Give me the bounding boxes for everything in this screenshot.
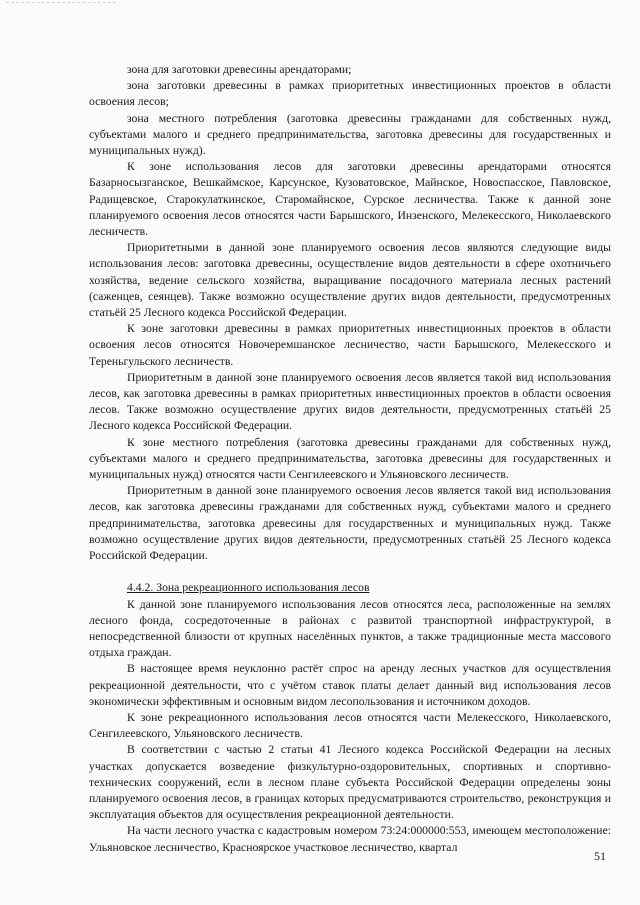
body-paragraph: Приоритетным в данной зоне планируемого освоения лесов является такой вид использования лесов, как заготовка древесины гражданами для собственных нужд, субъектами малого и среднего предпринимательства, заготовка древесины для государственных и муниципальных нужд. Также возможно осуществление других видов деятельности, предусмотренных статьёй 25 Лесного кодекса Российской Федерации.: [89, 484, 611, 563]
body-paragraph: На части лесного участка с кадастровым номером 73:24:000000:553, имеющем местоположение: Ульяновское лесничество, Красноярское участковое лесничество, квартал: [89, 824, 611, 854]
body-paragraph: К зоне заготовки древесины в рамках приоритетных инвестиционных проектов в области освоения лесов относятся Новочеремшанское лесничество, части Барышского, Мелекесского и Тереньгульского лесничеств.: [89, 322, 611, 368]
body-paragraph: Приоритетным в данной зоне планируемого освоения лесов является такой вид использования лесов, как заготовка древесины в рамках приоритетных инвестиционных проектов в области освоения лесов. Также возможно осуществление других видов деятельности, предусмотренных статьёй 25 Лесного кодекса Российской Федерации.: [89, 370, 611, 433]
body-paragraph: К зоне использования лесов для заготовки древесины арендаторами относятся Базарносызганское, Вешкаймское, Карсунское, Кузоватовское, Майнское, Новоспасское, Павловское, Радищевское, Старокулаткинское, Старомайнское, Сурское лесничества. Также к данной зоне планируемого освоения лесов относятся части Барышского, Инзенского, Мелекесского, Николаевского лесничеств.: [89, 160, 611, 239]
body-paragraph: К зоне рекреационного использования лесов относятся части Мелекесского, Николаевского, Сенгилеевского, Ульяновского лесничеств.: [89, 710, 611, 741]
body-paragraph: К данной зоне планируемого использования лесов относятся леса, расположенные на землях лесного фонда, сосредоточенные в районах с развитой транспортной инфраструктурой, в непосредственной близости от крупных населённых пунктов, а также традиционные места массового отдыха граждан.: [89, 597, 611, 660]
section-heading: 4.4.2. Зона рекреационного использования лесов: [127, 581, 370, 595]
scan-artifact: [6, 2, 116, 11]
body-paragraph: В настоящее время неуклонно растёт спрос на аренду лесных участков для осуществления рекреационной деятельности, что с учётом ставок платы делает данный вид использования лесов экономически эффективным и основным видом лесопользования и источником доходов.: [89, 662, 611, 708]
body-paragraph: зона местного потребления (заготовка древесины гражданами для собственных нужд, субъектами малого и среднего предпринимательства, заготовка древесины для государственных и муниципальных нужд).: [89, 111, 611, 158]
section-heading-row: [89, 580, 611, 596]
body-paragraph: зона для заготовки древесины арендаторами;: [127, 63, 352, 76]
body-paragraph: В соответствии с частью 2 статьи 41 Лесного кодекса Российской Федерации на лесных участках допускается возведение физкультурно-оздоровительных, спортивных и спортивно-технических сооружений, если в лесном плане субъекта Российской Федерации определены зоны планируемого освоения лесов, в границах которых предусматриваются строительство, реконструкция и эксплуатация объектов для осуществления рекреационной деятельности.: [89, 743, 611, 822]
document-body: [89, 62, 611, 856]
body-paragraph: К зоне местного потребления (заготовка древесины гражданами для собственных нужд, субъектами малого и среднего предпринимательства, заготовка древесины для государственных и муниципальных нужд) относятся части Сенгилеевского и Ульяновского лесничеств.: [89, 435, 611, 482]
page-number: 51: [594, 849, 606, 863]
body-paragraph: Приоритетными в данной зоне планируемого освоения лесов являются следующие виды использования лесов: заготовка древесины, осуществление видов деятельности в сфере охотничьего хозяйства, ведение сельского хозяйства, выращивание посадочного материала лесных растений (саженцев, сеянцев). Также возможно осуществление других видов деятельности, предусмотренных статьёй 25 Лесного кодекса Российской Федерации.: [89, 241, 611, 320]
body-paragraph: зона заготовки древесины в рамках приоритетных инвестиционных проектов в области освоения лесов;: [89, 79, 611, 109]
